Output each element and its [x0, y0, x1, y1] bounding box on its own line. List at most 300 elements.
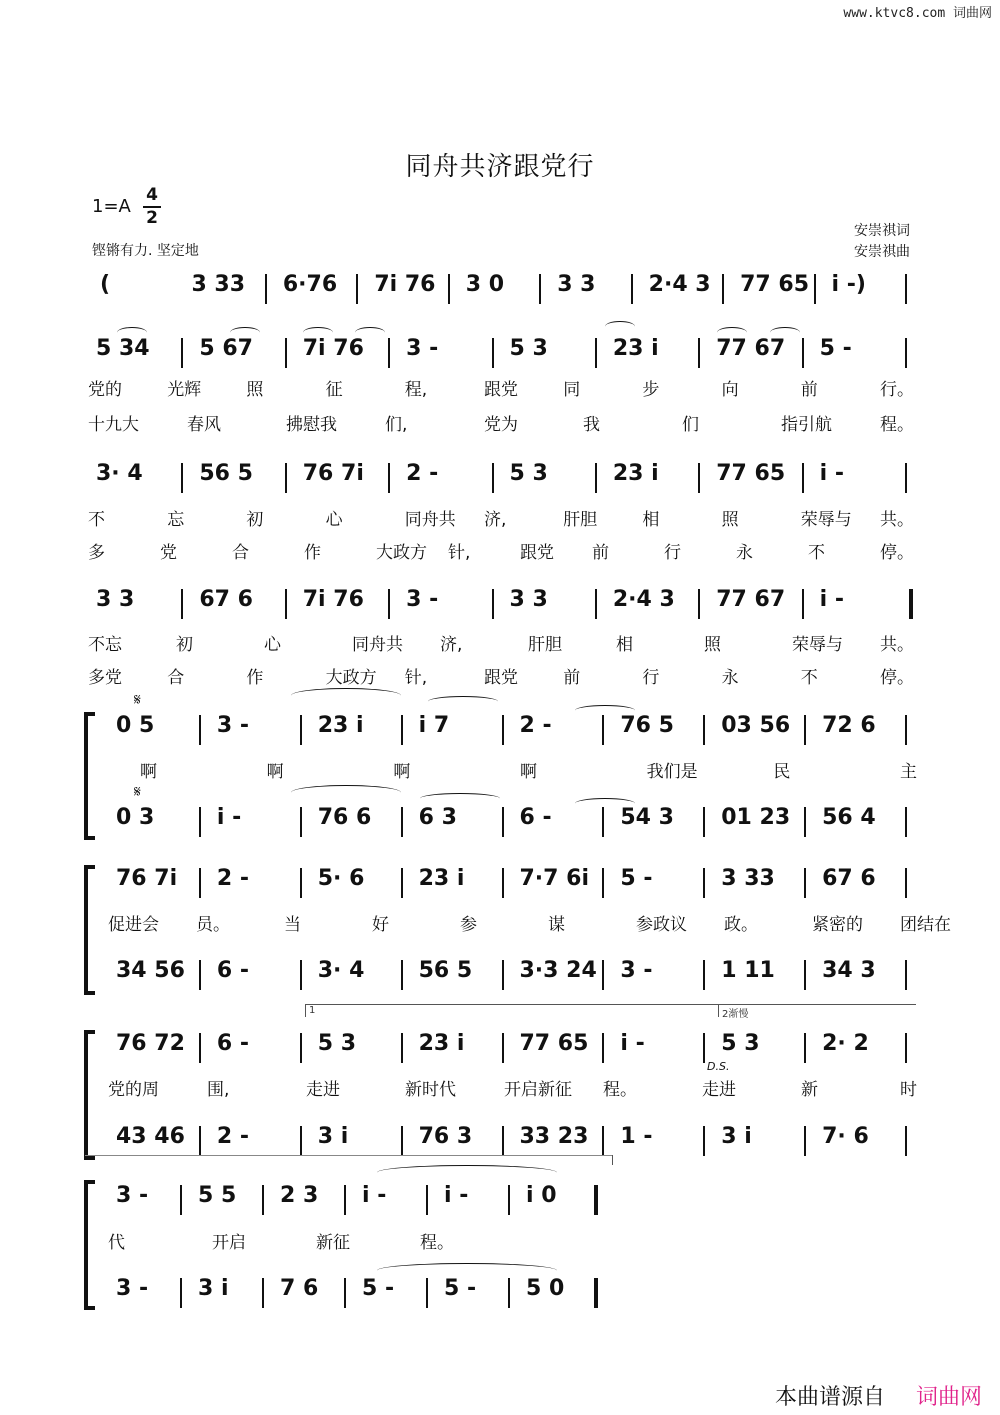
- note-group: (: [100, 272, 111, 297]
- lyric-word: 党: [160, 543, 177, 563]
- lyric-word: 新时代: [405, 1080, 456, 1100]
- lyric-word: 好: [372, 915, 389, 935]
- barline: [401, 807, 403, 837]
- lyric-word: 前: [800, 380, 818, 400]
- barline: [602, 807, 604, 837]
- score-row: [0, 461, 1000, 501]
- slur: [291, 688, 401, 703]
- note-group: 3 i: [317, 1124, 349, 1149]
- lyric-word: 行: [642, 668, 660, 688]
- barline: [814, 274, 816, 304]
- lyric-word: 同舟共: [404, 510, 456, 530]
- lyric-word: 初: [246, 510, 264, 530]
- note-group: 72 6: [822, 713, 876, 738]
- lyric-word: 啊: [140, 762, 157, 782]
- lyric-word: 程。: [880, 415, 914, 435]
- barline: [905, 338, 907, 368]
- segno-mark-lower: 𝄋: [134, 782, 141, 801]
- note-group: 7i 76: [302, 336, 364, 361]
- lyric-word: 党的: [88, 380, 122, 400]
- lyric-word: 相: [616, 635, 633, 655]
- note-group: 77 65: [519, 1031, 589, 1056]
- lyric-word: 相: [642, 510, 660, 530]
- barline: [300, 868, 302, 898]
- note-group: i -: [362, 1183, 387, 1208]
- time-sig-bottom: 2: [146, 208, 158, 228]
- note-group: i 7: [418, 713, 450, 738]
- barline: [492, 463, 494, 493]
- barline: [804, 1126, 806, 1156]
- lyric-word: 团结在: [900, 915, 951, 935]
- note-group: 56 5: [199, 461, 253, 486]
- note-group: 3 -: [216, 713, 249, 738]
- slur: [230, 327, 260, 338]
- note-group: 34 3: [822, 958, 876, 983]
- note-group: 77 65: [716, 461, 786, 486]
- note-group: 6 -: [216, 958, 249, 983]
- slur: [770, 327, 800, 338]
- note-group: 76 5: [620, 713, 674, 738]
- note-group: 5 5: [198, 1183, 237, 1208]
- note-group: 23 i: [612, 336, 659, 361]
- note-group: 3 3: [509, 587, 548, 612]
- barline: [388, 463, 390, 493]
- slur: [355, 327, 385, 338]
- note-group: 77 65: [740, 272, 809, 297]
- note-group: 3· 4: [96, 461, 143, 486]
- note-group: 5 3: [509, 461, 548, 486]
- barline: [199, 1033, 201, 1063]
- note-group: 3 -: [620, 958, 653, 983]
- note-group: 3 3: [557, 272, 596, 297]
- lyric-word: 行: [664, 543, 681, 563]
- note-group: 5 -: [362, 1276, 395, 1301]
- barline: [602, 715, 604, 745]
- ds-mark: D.S.: [707, 1060, 730, 1073]
- lyric-word: 光辉: [167, 380, 202, 400]
- volta-end-tick: [612, 1155, 613, 1165]
- lyric-word: 跟党: [484, 668, 518, 688]
- barline: [388, 589, 390, 619]
- barline: [502, 868, 504, 898]
- barline: [199, 960, 201, 990]
- time-sig-top: 4: [146, 185, 158, 205]
- barline: [356, 274, 358, 304]
- barline: [262, 1185, 264, 1215]
- lyric-word: 忘: [167, 510, 185, 530]
- barline: [300, 960, 302, 990]
- note-group: i -: [620, 1031, 645, 1056]
- barline: [698, 589, 700, 619]
- lyric-word: 共。: [880, 510, 914, 530]
- lyric-word: 程。: [603, 1080, 637, 1100]
- slur: [377, 1165, 557, 1180]
- footer-site-logo[interactable]: 词曲网: [915, 1385, 982, 1410]
- barline: [502, 1033, 504, 1063]
- barline: [804, 807, 806, 837]
- barline: [905, 807, 907, 837]
- note-group: 3 -: [116, 1276, 149, 1301]
- lyric-word: 多: [88, 543, 105, 563]
- note-group: 6 -: [519, 805, 552, 830]
- lyric-word: 新: [801, 1080, 818, 1100]
- note-group: 67 6: [822, 866, 876, 891]
- note-group: 23 i: [317, 713, 364, 738]
- note-group: 76 7i: [116, 866, 178, 891]
- barline: [502, 960, 504, 990]
- barline: [602, 1126, 604, 1156]
- note-group: 2 3: [280, 1183, 319, 1208]
- barline: [180, 1278, 182, 1308]
- note-group: 6·76: [282, 272, 338, 297]
- note-group: i -: [819, 587, 844, 612]
- footer-source-label: 本曲谱源自: [774, 1385, 885, 1410]
- score-row: [0, 1031, 1000, 1071]
- slur: [428, 696, 498, 707]
- barline: [344, 1185, 346, 1215]
- lyric-word: 大政方: [376, 543, 427, 563]
- note-group: 0 5: [116, 713, 155, 738]
- note-group: 33 23: [519, 1124, 589, 1149]
- score-row: [0, 713, 1000, 753]
- barline: [502, 715, 504, 745]
- note-group: 2· 2: [822, 1031, 869, 1056]
- lyric-word: 共。: [880, 635, 914, 655]
- volta-2: 2渐慢: [718, 1004, 916, 1017]
- system-brace-1: [84, 712, 95, 840]
- barline: [285, 589, 287, 619]
- lyric-word: 心: [325, 510, 343, 530]
- lyric-word: 济,: [440, 635, 463, 655]
- lyric-word: 不忘: [88, 635, 122, 655]
- barline: [300, 715, 302, 745]
- note-group: 56 5: [418, 958, 473, 983]
- note-group: 23 i: [418, 866, 465, 891]
- lyric-word: 我们是: [646, 762, 698, 782]
- lyric-word: 代: [108, 1233, 125, 1253]
- lyric-word: 针,: [448, 543, 471, 563]
- lyric-word: 程。: [420, 1233, 454, 1253]
- note-group: 3 -: [116, 1183, 149, 1208]
- note-group: i -: [444, 1183, 469, 1208]
- lyric-word: 照: [246, 380, 264, 400]
- score-row: [0, 272, 1000, 312]
- barline: [698, 463, 700, 493]
- lyric-word: 时: [900, 1080, 917, 1100]
- segno-mark-upper: 𝄋: [134, 690, 141, 709]
- note-group: 7· 6: [822, 1124, 869, 1149]
- lyric-word: 行。: [880, 380, 914, 400]
- barline: [492, 338, 494, 368]
- lyricist-credit: 安崇祺词: [854, 223, 910, 239]
- note-group: 77 67: [716, 587, 786, 612]
- volta-end-line: [85, 1155, 612, 1156]
- lyric-word: 不: [800, 668, 818, 688]
- barline: [401, 960, 403, 990]
- lyric-word: 同舟共: [352, 635, 403, 655]
- note-group: 67 6: [199, 587, 253, 612]
- barline: [199, 868, 201, 898]
- lyric-word: 程,: [404, 380, 428, 400]
- note-group: 3 33: [191, 272, 246, 297]
- composer-credit: 安崇祺曲: [854, 244, 910, 260]
- lyric-word: 开启: [212, 1233, 246, 1253]
- slur: [420, 793, 500, 804]
- note-group: 23 i: [612, 461, 659, 486]
- slur: [575, 705, 635, 716]
- note-group: 0 3: [116, 805, 155, 830]
- barline: [698, 338, 700, 368]
- lyric-word: 开启新征: [504, 1080, 572, 1100]
- barline: [265, 274, 267, 304]
- note-group: 2·4 3: [612, 587, 675, 612]
- note-group: 6 3: [418, 805, 457, 830]
- lyric-word: 不: [88, 510, 105, 530]
- lyric-word: 春风: [187, 415, 221, 435]
- barline: [595, 463, 597, 493]
- note-group: 5 3: [721, 1031, 760, 1056]
- lyric-word: 民: [773, 762, 791, 782]
- note-group: 3·3 24: [519, 958, 597, 983]
- lyric-word: 跟党: [520, 543, 554, 563]
- time-signature: [143, 186, 161, 228]
- score-row: [0, 1183, 1000, 1223]
- barline: [401, 1033, 403, 1063]
- barline: [388, 338, 390, 368]
- note-group: 3 33: [721, 866, 775, 891]
- barline: [703, 807, 705, 837]
- score-row: [0, 805, 1000, 845]
- barline: [804, 868, 806, 898]
- note-group: 5 3: [317, 1031, 357, 1056]
- lyric-word: 我: [583, 415, 600, 435]
- lyric-word: 合: [232, 543, 249, 563]
- barline: [602, 868, 604, 898]
- barline: [181, 589, 183, 619]
- barline: [905, 463, 907, 493]
- lyric-word: 停。: [880, 543, 914, 563]
- note-group: 3 0: [465, 272, 505, 297]
- barline: [199, 807, 201, 837]
- key-signature: 1=A: [92, 196, 131, 217]
- lyric-word: 参政议: [636, 915, 687, 935]
- note-group: 54 3: [620, 805, 674, 830]
- note-group: 76 6: [317, 805, 372, 830]
- barline: [180, 1185, 182, 1215]
- barline: [300, 1033, 302, 1063]
- lyric-word: 荣辱与: [800, 510, 852, 530]
- note-group: 1 11: [721, 958, 775, 983]
- note-group: 5 67: [199, 336, 253, 361]
- barline: [508, 1185, 510, 1215]
- lyric-word: 主: [900, 762, 917, 782]
- slur: [303, 327, 333, 338]
- note-group: 7i 76: [374, 272, 436, 297]
- lyric-word: 参: [460, 915, 477, 935]
- lyric-word: 们: [682, 415, 699, 435]
- barline: [539, 274, 541, 304]
- lyric-word: 向: [721, 380, 739, 400]
- lyric-word: 走进: [702, 1080, 736, 1100]
- note-group: 7·7 6i: [519, 866, 589, 891]
- site-url[interactable]: www.ktvc8.com 词曲网: [843, 6, 992, 21]
- slur: [717, 327, 747, 338]
- slur: [575, 798, 635, 809]
- note-group: 5 -: [819, 336, 852, 361]
- lyric-word: 永: [736, 543, 753, 563]
- lyric-word: 作: [246, 668, 264, 688]
- note-group: 2 -: [216, 866, 249, 891]
- barline: [181, 463, 183, 493]
- barline: [602, 1033, 604, 1063]
- lyric-word: 多党: [88, 668, 122, 688]
- note-group: 3· 4: [317, 958, 365, 983]
- note-group: 01 23: [721, 805, 791, 830]
- lyric-word: 谋: [548, 915, 565, 935]
- barline: [285, 463, 287, 493]
- lyric-word: 促进会: [108, 915, 159, 935]
- final-barline: [909, 589, 913, 619]
- lyric-word: 肝胆: [563, 510, 598, 530]
- barline: [804, 1033, 806, 1063]
- barline: [426, 1185, 428, 1215]
- barline: [804, 960, 806, 990]
- note-group: 76 3: [418, 1124, 473, 1149]
- barline: [703, 1126, 705, 1156]
- barline: [199, 715, 201, 745]
- lyric-word: 不: [808, 543, 825, 563]
- lyric-word: 照: [704, 635, 721, 655]
- score-row: [0, 587, 1000, 627]
- barline: [401, 715, 403, 745]
- barline: [426, 1278, 428, 1308]
- note-group: 3 3: [96, 587, 135, 612]
- note-group: 2 -: [216, 1124, 249, 1149]
- note-group: 5 -: [444, 1276, 477, 1301]
- volta-1: 1: [305, 1004, 719, 1017]
- note-group: i -: [216, 805, 242, 830]
- barline: [905, 1126, 907, 1156]
- note-group: 34 56: [116, 958, 185, 983]
- barline: [703, 960, 705, 990]
- lyric-word: 党的周: [108, 1080, 159, 1100]
- barline: [905, 274, 907, 304]
- barline: [905, 715, 907, 745]
- note-group: 7 6: [280, 1276, 319, 1301]
- barline: [631, 274, 633, 304]
- barline: [199, 1126, 201, 1156]
- note-group: 43 46: [116, 1124, 185, 1149]
- lyric-word: 作: [304, 543, 321, 563]
- barline: [802, 589, 804, 619]
- barline: [300, 1126, 302, 1156]
- barline: [703, 715, 705, 745]
- note-group: 23 i: [418, 1031, 465, 1056]
- note-group: 7i 76: [302, 587, 364, 612]
- note-group: 3 -: [406, 336, 439, 361]
- lyric-word: 围,: [207, 1080, 230, 1100]
- lyric-word: 员。: [196, 915, 230, 935]
- note-group: 76 7i: [302, 461, 364, 486]
- lyric-word: 心: [264, 635, 281, 655]
- lyric-word: 同: [563, 380, 581, 400]
- lyric-word: 步: [642, 380, 660, 400]
- barline: [595, 589, 597, 619]
- lyric-word: 紧密的: [812, 915, 863, 935]
- note-group: 5 0: [526, 1276, 565, 1301]
- note-group: 6 -: [216, 1031, 249, 1056]
- score-row: [0, 1276, 1000, 1316]
- lyric-word: 走进: [306, 1080, 340, 1100]
- barline: [508, 1278, 510, 1308]
- barline: [602, 960, 604, 990]
- lyric-word: 政。: [724, 915, 758, 935]
- lyric-word: 啊: [520, 762, 537, 782]
- note-group: 76 72: [116, 1031, 185, 1056]
- note-group: i -: [819, 461, 844, 486]
- system-brace-3: [84, 1030, 95, 1160]
- note-group: 3 -: [406, 587, 439, 612]
- score-row: [0, 958, 1000, 998]
- score-row: [0, 1124, 1000, 1164]
- note-group: 2 -: [519, 713, 552, 738]
- lyric-word: 指引航: [781, 415, 832, 435]
- note-group: i 0: [526, 1183, 557, 1208]
- lyric-word: 十九大: [88, 415, 139, 435]
- note-group: 56 4: [822, 805, 876, 830]
- note-group: 2 -: [406, 461, 439, 486]
- slur: [605, 321, 635, 332]
- lyric-word: 肝胆: [528, 635, 562, 655]
- barline: [703, 868, 705, 898]
- final-barline: [594, 1278, 598, 1308]
- barline: [595, 338, 597, 368]
- barline: [804, 715, 806, 745]
- system-brace-4: [84, 1180, 95, 1310]
- slur: [291, 785, 401, 800]
- lyric-word: 济,: [484, 510, 507, 530]
- note-group: 2·4 3: [648, 272, 711, 297]
- system-brace-2: [84, 865, 95, 995]
- note-group: 5 34: [96, 336, 150, 361]
- note-group: i -): [831, 272, 866, 297]
- lyric-word: 针,: [404, 668, 428, 688]
- lyric-word: 啊: [266, 762, 284, 782]
- barline: [802, 338, 804, 368]
- barline: [492, 589, 494, 619]
- note-group: 3 i: [198, 1276, 229, 1301]
- lyric-word: 初: [176, 635, 193, 655]
- page-title: 同舟共济跟党行: [405, 152, 595, 182]
- barline: [502, 1126, 504, 1156]
- note-group: 5 3: [509, 336, 548, 361]
- score-row: [0, 866, 1000, 906]
- barline: [401, 1126, 403, 1156]
- lyric-word: 征: [325, 380, 343, 400]
- note-group: 3 i: [721, 1124, 752, 1149]
- lyric-word: 停。: [880, 668, 914, 688]
- lyric-word: 拂慰我: [286, 415, 337, 435]
- slur: [377, 1263, 557, 1278]
- lyric-word: 前: [592, 543, 609, 563]
- lyric-word: 照: [721, 510, 739, 530]
- barline: [344, 1278, 346, 1308]
- lyric-word: 跟党: [484, 380, 518, 400]
- lyric-word: 党为: [484, 415, 518, 435]
- lyric-word: 前: [563, 668, 581, 688]
- barline: [502, 807, 504, 837]
- barline: [448, 274, 450, 304]
